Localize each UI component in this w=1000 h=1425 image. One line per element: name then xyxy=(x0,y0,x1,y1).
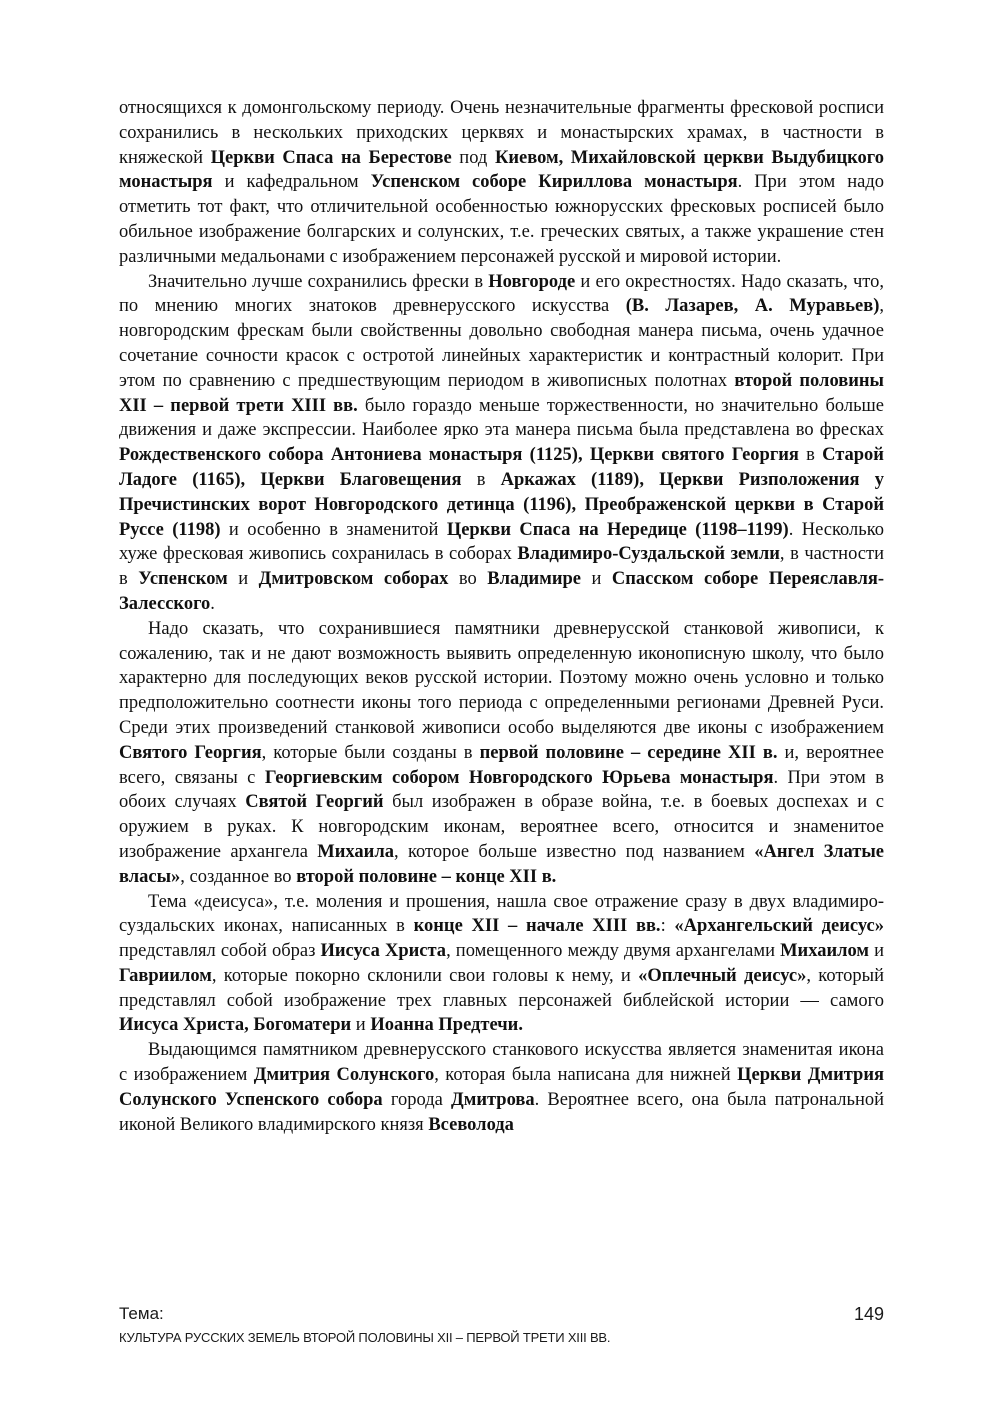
bold-text-run: Успенском xyxy=(138,569,228,590)
bold-text-run: Дмитрия Солунского xyxy=(253,1065,435,1086)
text-run: под xyxy=(451,147,495,168)
bold-text-run: «Архангельский деисус» xyxy=(674,916,885,937)
bold-text-run: Гавриилом xyxy=(119,965,212,986)
footer-topic-title: КУЛЬТУРА РУССКИХ ЗЕМЕЛЬ ВТОРОЙ ПОЛОВИНЫ XII – ПЕРВОЙ ТРЕТИ XIII ВВ. xyxy=(119,1330,611,1345)
text-run: и кафедральном xyxy=(212,172,371,193)
bold-text-run: Рождественского собора Антониева монастыря (1125), Церкви святого Георгия xyxy=(119,445,799,466)
paragraph xyxy=(119,270,884,617)
bold-text-run: Иисуса Христа, Богоматери xyxy=(119,1015,352,1036)
text-run: , которая была написана для нижней xyxy=(434,1065,738,1086)
bold-text-run: Иоанна Предтечи. xyxy=(370,1015,523,1036)
bold-text-run: Иисуса Христа xyxy=(320,941,447,962)
text-run: был изображен в образе война, т.е. в боевых доспехах и с оружием в руках. К новгородским иконам, вероятнее всего, относится и знаменитое изображение архангела xyxy=(119,792,885,862)
text-run: представлял собой образ xyxy=(119,941,321,962)
text-run: и, вероятнее всего, связаны с xyxy=(119,742,884,788)
bold-text-run: Георгиевским собором Новгородского Юрьева монастыря xyxy=(264,767,774,788)
page-number: 149 xyxy=(853,1304,884,1324)
text-run: . При этом в обоих случаях xyxy=(119,767,884,813)
bold-text-run: Спасском соборе Переяславля-Залесского xyxy=(119,569,884,614)
text-run: , созданное во xyxy=(180,866,297,887)
bold-text-run: конце XII – начале XIII вв. xyxy=(413,916,661,937)
text-run: относящихся к домонгольскому периоду. Очень незначительные фрагменты фресковой росписи сохранились в нескольких приходских церквях и монастырских храмах, в частности в княжеской xyxy=(119,98,884,168)
text-run: Надо сказать, что сохранившиеся памятники древнерусской станковой живописи, к сожалению, так и не дают возможность выявить определенную иконописную школу, что было характерно для последующих веков русской истории. Поэтому можно очень условно и только предположительно соотнести иконы того периода с определенными регионами Древней Руси. Среди этих произведений станковой живописи особо выделяются две иконы с изображением xyxy=(119,618,884,738)
text-run: Тема «деисуса», т.е. моления и прошения, нашла свое отражение сразу в двух владимиро-суздальских иконах, написанных в xyxy=(119,891,884,937)
bold-text-run: Святого Георгия xyxy=(119,742,262,763)
paragraph xyxy=(119,96,884,270)
bold-text-run: второй половины XII – первой трети XIII вв. xyxy=(119,370,884,416)
text-run: и особенно в знаменитой xyxy=(220,519,447,540)
text-run: , которые покорно склонили свои головы к нему, и xyxy=(211,965,639,986)
text-run: , который представлял собой изображение трех главных персонажей библейской истории — самого xyxy=(119,965,884,1011)
text-run: Выдающимся памятником древнерусского станкового искусства является знаменитая икона с изображением xyxy=(119,1040,884,1086)
bold-text-run: Старой Ладоге (1165), Церкви Благовещения xyxy=(119,445,884,490)
bold-text-run: Церкви Спаса на Нередице (1198–1199) xyxy=(446,519,789,540)
paragraph xyxy=(119,1038,884,1137)
text-run: Значительно лучше сохранились фрески в xyxy=(148,271,489,292)
text-run: , которые были созданы в xyxy=(261,742,480,763)
body-text xyxy=(119,96,884,1137)
bold-text-run: Церкви Спаса на Берестове xyxy=(210,147,452,168)
bold-text-run: Киевом, Михайловской церкви Выдубицкого монастыря xyxy=(119,147,884,193)
bold-text-run: Михаилом xyxy=(780,941,869,962)
text-run: и xyxy=(580,569,612,590)
text-run: . Несколько хуже фресковая живопись сохранилась в соборах xyxy=(119,519,884,565)
bold-text-run: Владимире xyxy=(487,569,581,590)
bold-text-run: Дмитровском соборах xyxy=(258,569,449,590)
bold-text-run: Всеволода xyxy=(428,1114,514,1135)
text-run: и xyxy=(351,1015,371,1036)
bold-text-run: Михаила xyxy=(317,841,394,862)
text-run: в xyxy=(798,445,823,466)
bold-text-run: первой половине – середине XII в. xyxy=(479,742,778,763)
bold-text-run: «Ангел Златые власы» xyxy=(119,841,885,887)
bold-text-run: Дмитрова xyxy=(450,1089,535,1110)
paragraph xyxy=(119,617,884,890)
footer-topic-label: Тема: xyxy=(119,1304,164,1323)
text-run: , новгородским фрескам были свойственны довольно свободная манера письма, очень удачное сочетание сочности красок с остротой линейных характеристик и контрастный колорит. При этом по сравнению с предшествующим периодом в живописных полотнах xyxy=(119,296,884,391)
bold-text-run: Святой Георгий xyxy=(245,792,384,813)
text-run: во xyxy=(448,569,488,590)
bold-text-run: Новгороде xyxy=(488,271,576,292)
text-run: и его окрестностях. Надо сказать, что, по мнению многих знатоков древнерусского искусства xyxy=(119,271,884,317)
text-run: города xyxy=(382,1089,451,1110)
text-run: и xyxy=(869,941,885,962)
bold-text-run: (В. Лазарев, А. Муравьев) xyxy=(625,296,880,317)
paragraph xyxy=(119,890,884,1039)
text-run: . При этом надо отметить тот факт, что отличительной особенностью южнорусских фресковых росписей было обильное изображение болгарских и солунских, т.е. греческих святых, а также украшение стен различными медальонами с изображением персонажей русской и мировой истории. xyxy=(119,172,885,267)
bold-text-run: Владимиро-Суздальской земли xyxy=(517,544,780,565)
bold-text-run: второй половине – конце XII в. xyxy=(296,866,557,887)
text-run: было гораздо меньше торжественности, но значительно больше движения и даже экспрессии. Наиболее ярко эта манера письма была представлена во фресках xyxy=(119,395,884,441)
text-run: : xyxy=(660,916,675,937)
text-run: , в частности в xyxy=(119,544,884,590)
bold-text-run: Церкви Дмитрия Солунского Успенского собора xyxy=(119,1065,885,1110)
text-run: . Вероятнее всего, она была патрональной иконой Великого владимирского князя xyxy=(119,1089,885,1135)
text-run: , помещенного между двумя архангелами xyxy=(446,941,781,962)
text-run: . xyxy=(210,593,215,614)
text-run: и xyxy=(227,569,259,590)
text-run: в xyxy=(461,469,501,490)
bold-text-run: Успенском соборе Кириллова монастыря xyxy=(370,172,738,193)
bold-text-run: «Оплечный деисус» xyxy=(638,965,807,986)
text-run: , которое больше известно под названием xyxy=(393,841,755,862)
bold-text-run: Аркажах (1189), Церкви Ризположения у Пречистинских ворот Новгородского детинца (1196), Преображенской церкви в Старой Руссе (1198) xyxy=(119,469,884,540)
